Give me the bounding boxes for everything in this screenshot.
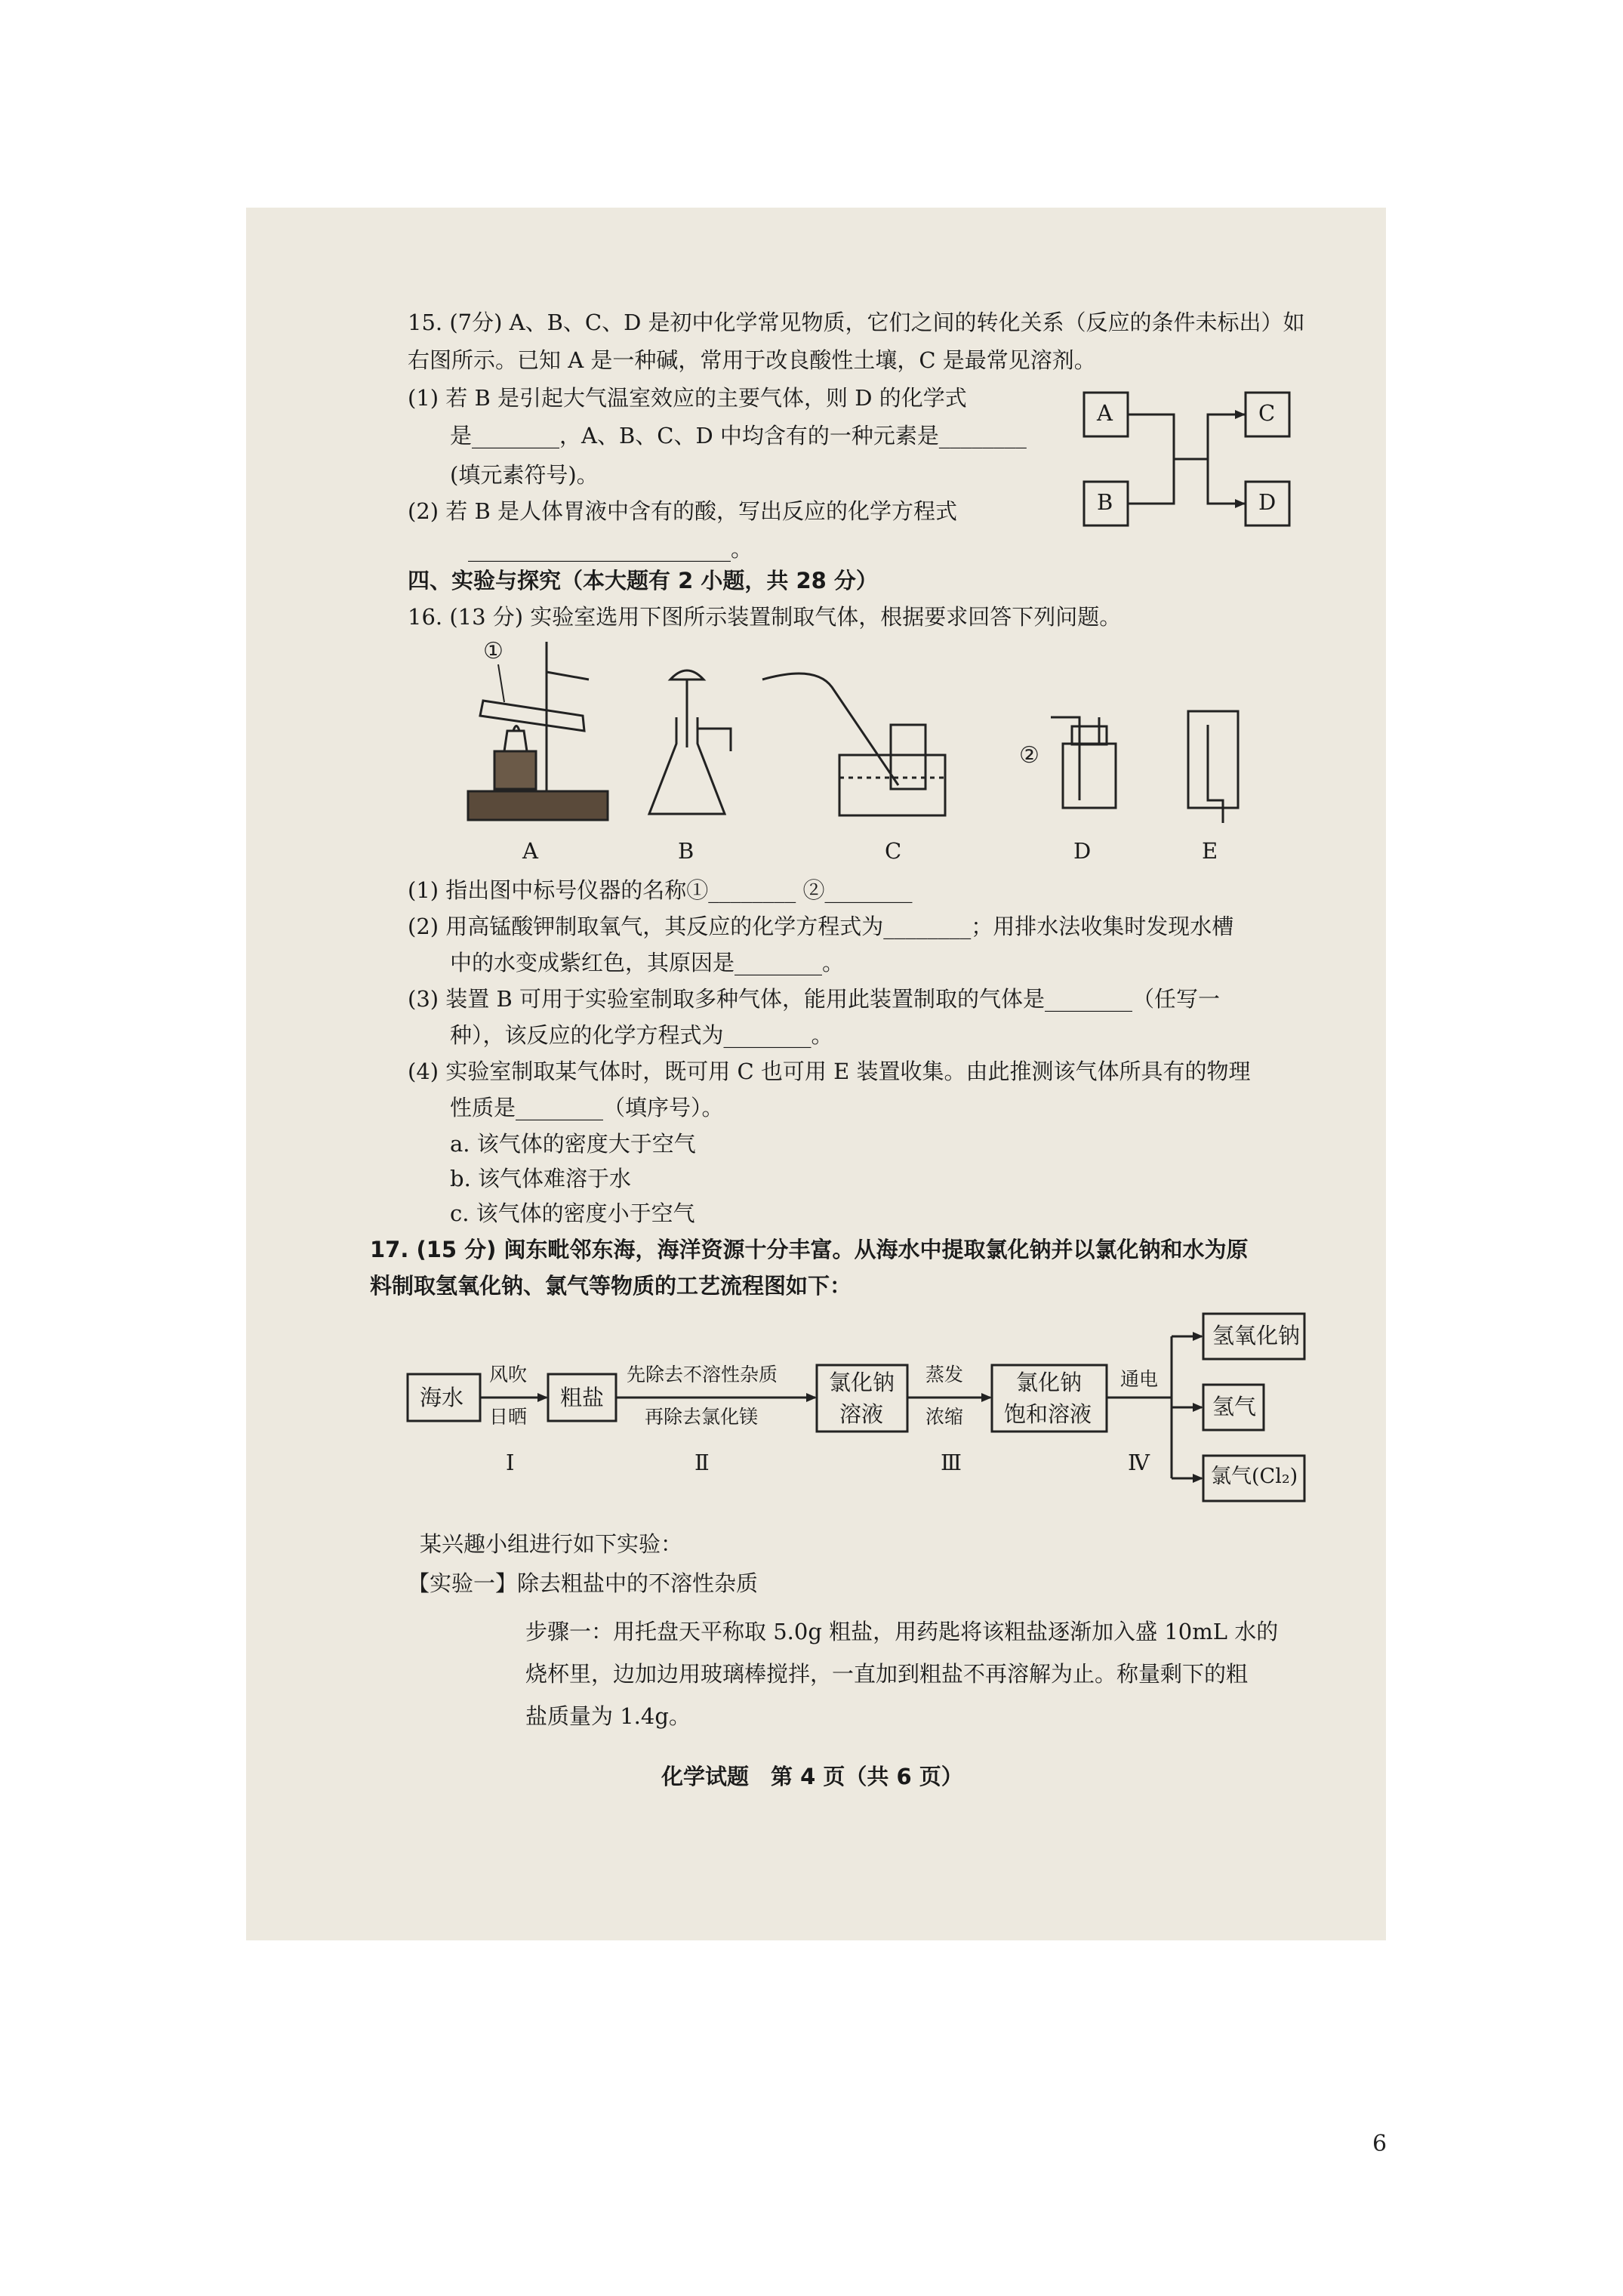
- q17-step1-line3: 盐质量为 1.4g。: [525, 1703, 691, 1729]
- q17-step1-line2: 烧杯里，边加边用玻璃棒搅拌，一直加到粗盐不再溶解为止。称量剩下的粗: [525, 1661, 1249, 1687]
- bracket-cd: [1174, 415, 1246, 504]
- flow-crude-salt: 粗盐: [560, 1385, 605, 1410]
- q17-group: 某兴趣小组进行如下实验：: [420, 1531, 683, 1557]
- label-1: ①: [483, 638, 504, 664]
- flow-step1-top: 风吹: [489, 1364, 528, 1385]
- flow-step3-top: 蒸发: [925, 1364, 964, 1385]
- box-b-label: B: [1097, 489, 1113, 515]
- q16-part2-line1: (2) 用高锰酸钾制取氧气，其反应的化学方程式为________；用排水法收集时发现水槽: [408, 914, 1234, 939]
- flow-nacl-solution-line2: 溶液: [839, 1401, 884, 1427]
- q17-intro-line1: 17. (15 分) 闽东毗邻东海，海洋资源十分丰富。从海水中提取氯化钠并以氯化钠和水为原: [370, 1237, 1249, 1262]
- page-footer: 化学试题 第 4 页（共 6 页）: [661, 1764, 963, 1789]
- q16-part3-line1: (3) 装置 B 可用于实验室制取多种气体，能用此装置制取的气体是________（任写一: [408, 986, 1221, 1012]
- box-a-label: A: [1097, 400, 1113, 426]
- flow-nacl-saturated-line2: 饱和溶液: [1004, 1401, 1092, 1427]
- q15-part1-line2: 是________，A、B、C、D 中均含有的一种元素是________: [450, 423, 1027, 448]
- flow-roman-1: Ⅰ: [506, 1450, 515, 1475]
- label-2: ②: [1019, 742, 1039, 769]
- caption-d: D: [1073, 838, 1092, 864]
- flow-naoh: 氢氧化钠: [1212, 1323, 1301, 1348]
- q15-intro-line1: 15. (7分) A、B、C、D 是初中化学常见物质，它们之间的转化关系（反应的条件未标出）如: [408, 310, 1305, 335]
- flow-nacl-saturated-line1: 氯化钠: [1016, 1370, 1083, 1395]
- flow-nacl-solution-line1: 氯化钠: [829, 1370, 895, 1395]
- q15-part1-line3: (填元素符号)。: [450, 462, 599, 488]
- flow-step4: 通电: [1120, 1368, 1159, 1390]
- flow-step2-bottom: 再除去氯化镁: [645, 1406, 759, 1428]
- apparatus-a: [468, 642, 608, 820]
- apparatus-b: [649, 670, 731, 814]
- q17-experiment-1: 【实验一】除去粗盐中的不溶性杂质: [408, 1570, 759, 1596]
- flow-roman-4: Ⅳ: [1128, 1450, 1150, 1475]
- option-a: a. 该气体的密度大于空气: [450, 1131, 696, 1157]
- apparatus-c: [762, 673, 945, 815]
- q17-intro-line2: 料制取氢氧化钠、氯气等物质的工艺流程图如下：: [370, 1273, 852, 1299]
- q15-part1-line1: (1) 若 B 是引起大气温室效应的主要气体，则 D 的化学式: [408, 385, 967, 411]
- box-c-label: C: [1258, 400, 1276, 426]
- q15-part2-line1: (2) 若 B 是人体胃液中含有的酸，写出反应的化学方程式: [408, 498, 958, 524]
- page-number: 6: [1372, 2131, 1387, 2157]
- q16-part1: (1) 指出图中标号仪器的名称①________ ②________: [408, 877, 913, 903]
- section-4-heading: 四、实验与探究（本大题有 2 小题，共 28 分）: [408, 568, 878, 593]
- q16-part2-line2: 中的水变成紫红色，其原因是________。: [450, 950, 845, 975]
- flow-step1-bottom: 日晒: [489, 1406, 528, 1428]
- option-c: c. 该气体的密度小于空气: [450, 1200, 695, 1226]
- caption-a: A: [522, 838, 538, 864]
- q16-part4-line2: 性质是________（填序号）。: [450, 1095, 724, 1120]
- q15-part2-line2: ________________________。: [468, 536, 753, 562]
- label-1-leader: [498, 664, 504, 702]
- arrow-to-d: [1235, 499, 1246, 508]
- apparatus-d: [1051, 717, 1116, 808]
- q15-intro-line2: 右图所示。已知 A 是一种碱，常用于改良酸性土壤，C 是最常见溶剂。: [408, 347, 1096, 373]
- apparatus-e: [1188, 711, 1238, 823]
- flow-step2-top: 先除去不溶性杂质: [627, 1364, 778, 1385]
- q16-part3-line2: 种），该反应的化学方程式为________。: [450, 1022, 833, 1048]
- flow-step3-bottom: 浓缩: [925, 1406, 964, 1428]
- arrow-to-c: [1235, 410, 1246, 419]
- q16-intro: 16. (13 分) 实验室选用下图所示装置制取气体，根据要求回答下列问题。: [408, 604, 1122, 630]
- flow-seawater: 海水: [420, 1385, 464, 1410]
- caption-e: E: [1202, 838, 1218, 864]
- q16-part4-line1: (4) 实验室制取某气体时，既可用 C 也可用 E 装置收集。由此推测该气体所具有的物理: [408, 1059, 1251, 1084]
- flow-roman-3: Ⅲ: [941, 1450, 962, 1475]
- caption-c: C: [885, 838, 902, 864]
- flow-cl2: 氯气(Cl₂): [1211, 1465, 1298, 1488]
- option-b: b. 该气体难溶于水: [450, 1166, 632, 1191]
- caption-b: B: [678, 838, 694, 864]
- flow-roman-2: Ⅱ: [694, 1450, 710, 1475]
- bracket-ab: [1128, 415, 1174, 504]
- flow-h2: 氢气: [1212, 1394, 1257, 1419]
- q17-step1-line1: 步骤一：用托盘天平称取 5.0g 粗盐，用药匙将该粗盐逐渐加入盛 10mL 水的: [525, 1619, 1279, 1644]
- box-d-label: D: [1258, 489, 1277, 515]
